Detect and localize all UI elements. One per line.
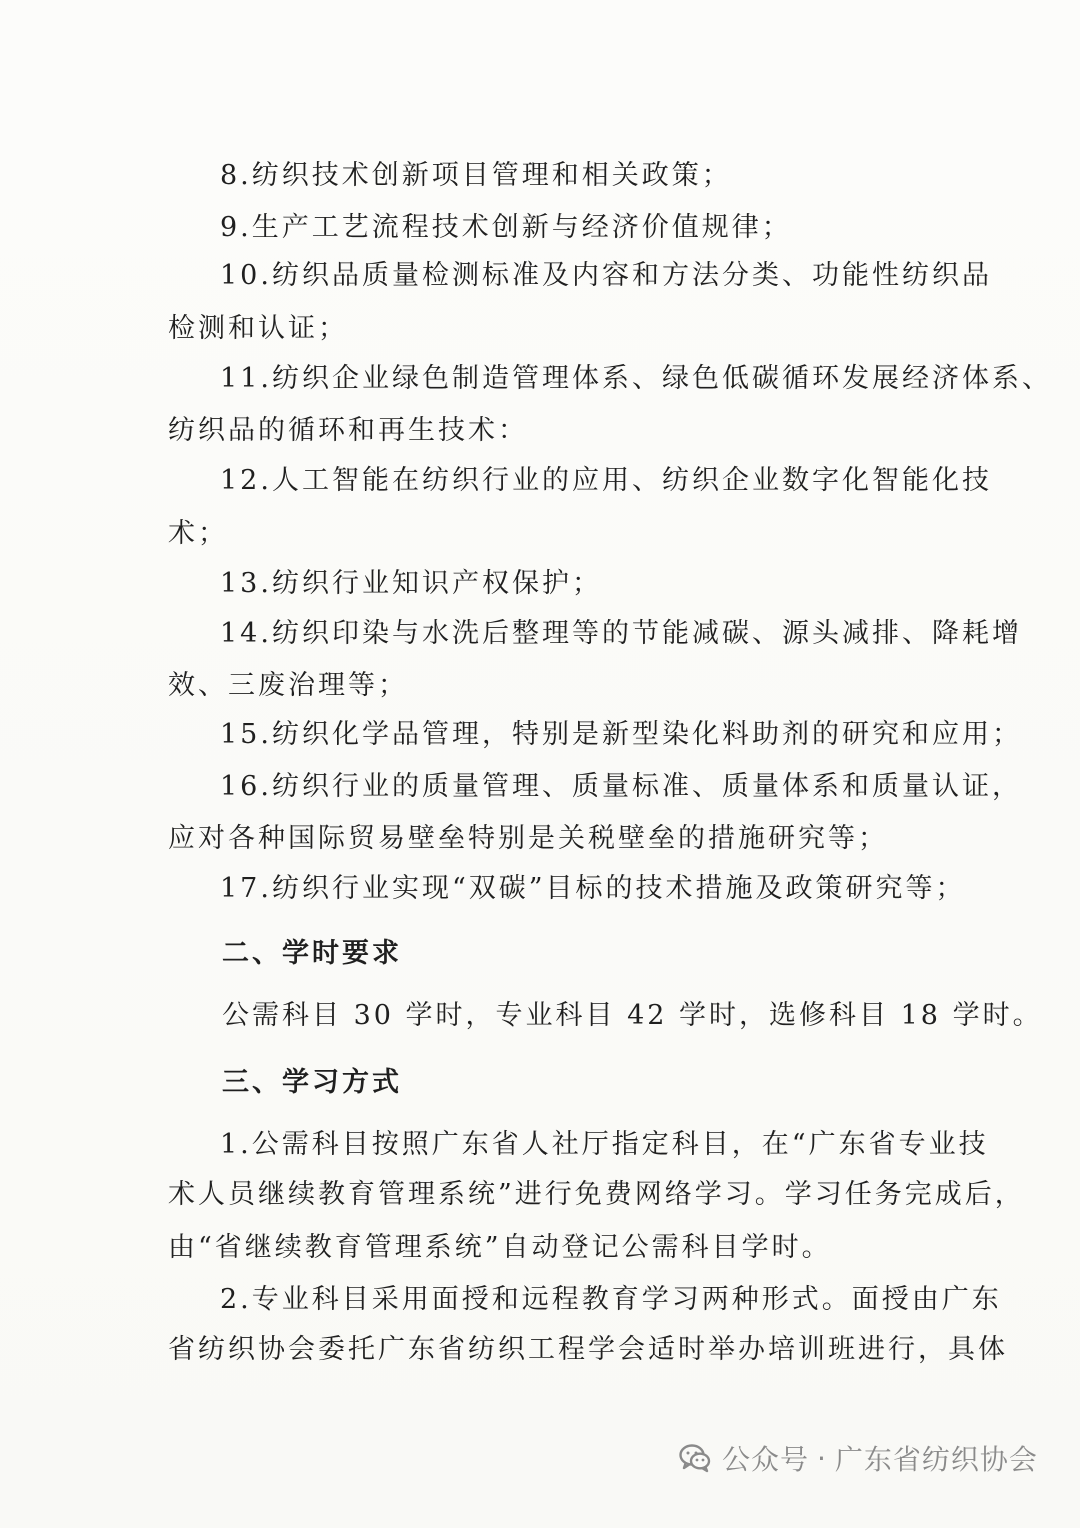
watermark-platform: 公众号 (722, 1443, 810, 1476)
list-item: 11.纺织企业绿色制造管理体系、绿色低碳循环发展经济体系、 (220, 363, 1052, 394)
list-item: 应对各种国际贸易壁垒特别是关税壁垒的措施研究等； (168, 823, 888, 854)
wechat-icon (678, 1441, 712, 1475)
list-item: 纺织品的循环和再生技术： (168, 415, 528, 446)
list-item: 9.生产工艺流程技术创新与经济价值规律； (220, 212, 792, 243)
section-heading: 三、学习方式 (222, 1067, 402, 1098)
list-item: 检测和认证； (168, 313, 348, 344)
watermark-account: 广东省纺织协会 (834, 1443, 1038, 1476)
list-item: 16.纺织行业的质量管理、质量标准、质量体系和质量认证， (220, 771, 1022, 802)
list-item: 12.人工智能在纺织行业的应用、纺织企业数字化智能化技 (220, 465, 992, 496)
list-item: 8.纺织技术创新项目管理和相关政策； (220, 160, 732, 191)
list-item: 由“省继续教育管理系统”自动登记公需科目学时。 (168, 1232, 832, 1263)
section-body: 公需科目 30 学时，专业科目 42 学时，选修科目 18 学时。 (222, 1000, 1043, 1031)
list-item: 2.专业科目采用面授和远程教育学习两种形式。面授由广东 (220, 1284, 1002, 1315)
list-item: 15.纺织化学品管理，特别是新型染化料助剂的研究和应用； (220, 719, 1022, 750)
list-item: 10.纺织品质量检测标准及内容和方法分类、功能性纺织品 (220, 260, 992, 291)
list-item: 术； (168, 518, 228, 549)
list-item: 17.纺织行业实现“双碳”目标的技术措施及政策研究等； (220, 873, 966, 904)
list-item: 术人员继续教育管理系统”进行免费网络学习。学习任务完成后， (168, 1179, 1025, 1210)
section-heading: 二、学时要求 (222, 938, 402, 969)
watermark-separator: · (817, 1441, 827, 1475)
watermark (678, 1438, 1038, 1478)
list-item: 省纺织协会委托广东省纺织工程学会适时举办培训班进行，具体 (168, 1334, 1008, 1365)
list-item: 效、三废治理等； (168, 670, 408, 701)
list-item: 14.纺织印染与水洗后整理等的节能减碳、源头减排、降耗增 (220, 618, 1022, 649)
list-item: 1.公需科目按照广东省人社厅指定科目，在“广东省专业技 (220, 1129, 989, 1160)
list-item: 13.纺织行业知识产权保护； (220, 568, 602, 599)
